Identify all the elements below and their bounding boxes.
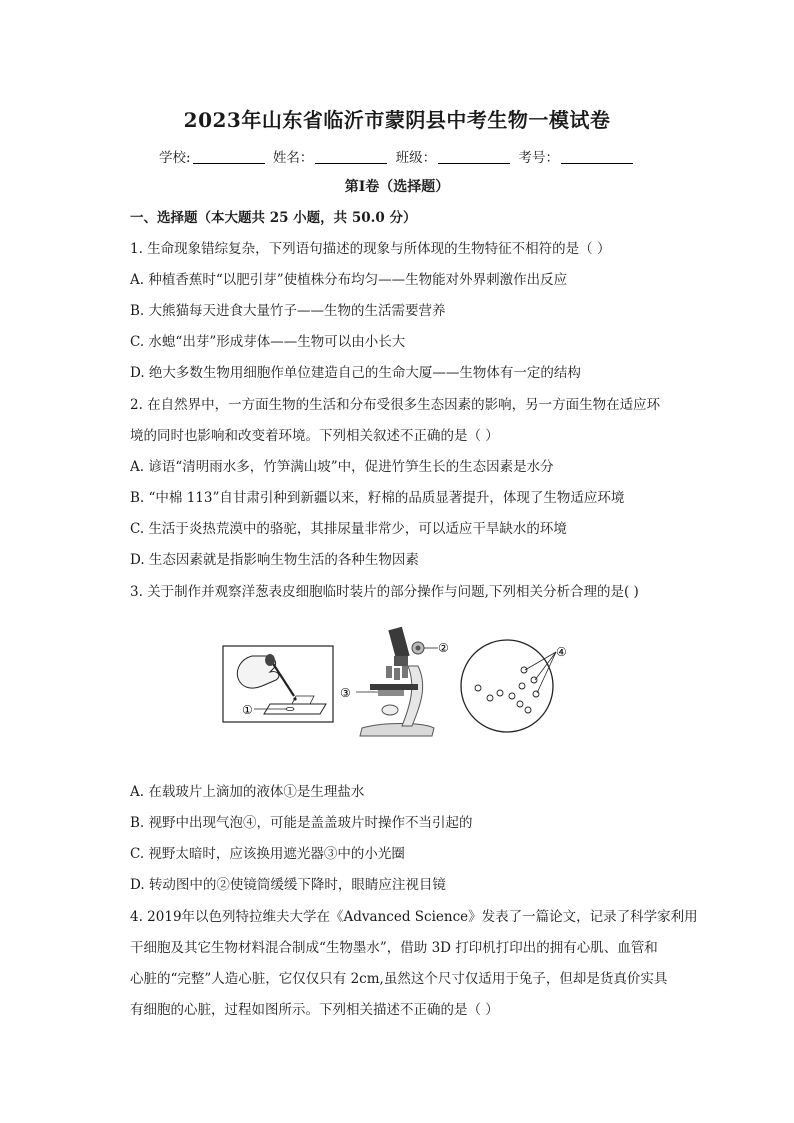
label-1: ①	[242, 703, 253, 717]
q4-stem-line-4: 有细胞的心脏，过程如图所示。下列相关描述不正确的是（ ）	[130, 1002, 499, 1018]
microscope-figure-svg	[222, 626, 592, 744]
name-blank[interactable]	[315, 149, 387, 164]
label-3: ③	[340, 686, 351, 700]
class-blank[interactable]	[438, 149, 510, 164]
field-of-view	[461, 640, 556, 732]
section-title: 第I卷（选择题）	[344, 179, 450, 195]
label-2: ②	[438, 641, 449, 655]
q3-figure	[222, 626, 592, 744]
q2-option-a[interactable]: A. 谚语“清明雨水多，竹笋满山坡”中，促进竹笋生长的生态因素是水分	[130, 459, 554, 475]
school-field[interactable]	[159, 146, 267, 166]
q2-stem-line-2: 境的同时也影响和改变着环境。下列相关叙述不正确的是（ ）	[130, 428, 499, 444]
class-field[interactable]	[396, 146, 513, 166]
microscope-icon	[356, 627, 438, 736]
q3-option-b[interactable]: B. 视野中出现气泡④，可能是盖盖玻片时操作不当引起的	[130, 815, 473, 831]
exam-number-blank[interactable]	[561, 149, 633, 164]
dropper-panel	[223, 646, 333, 722]
exam-title: 2023年山东省临沂市蒙阴县中考生物一模试卷	[183, 108, 611, 132]
q2-option-b[interactable]: B. “中棉 113”自甘肃引种到新疆以来，籽棉的品质显著提升，体现了生物适应环境	[130, 490, 625, 506]
q3-option-c[interactable]: C. 视野太暗时，应该换用遮光器③中的小光圈	[130, 846, 405, 862]
exam-number-label: 考号：	[518, 150, 559, 166]
q3-option-a[interactable]: A. 在载玻片上滴加的液体①是生理盐水	[130, 784, 365, 800]
q1-option-b[interactable]: B. 大熊猫每天进食大量竹子——生物的生活需要营养	[130, 303, 446, 319]
q1-stem: 1. 生命现象错综复杂，下列语句描述的现象与所体现的生物特征不相符的是（ ）	[130, 241, 611, 257]
q1-option-d[interactable]: D. 绝大多数生物用细胞作单位建造自己的生命大厦——生物体有一定的结构	[130, 365, 581, 381]
q2-option-d[interactable]: D. 生态因素就是指影响生物生活的各种生物因素	[130, 552, 419, 568]
name-label: 姓名：	[272, 150, 314, 166]
q1-option-c[interactable]: C. 水螅“出芽”形成芽体——生物可以由小长大	[130, 334, 406, 350]
q3-stem: 3. 关于制作并观察洋葱表皮细胞临时装片的部分操作与问题,下列相关分析合理的是( )	[130, 584, 639, 600]
q4-stem-line-3: 心脏的“完整”人造心脏，它仅仅只有 2cm,虽然这个尺寸仅适用于兔子，但却是货真价实具	[130, 971, 668, 987]
label-4: ④	[556, 645, 567, 659]
q4-stem-line-2: 干细胞及其它生物材料混合制成“生物墨水”，借助 3D 打印机打印出的拥有心肌、血管和	[130, 940, 658, 956]
part-heading: 一、选择题（本大题共 25 小题，共 50.0 分）	[130, 210, 417, 226]
q3-option-d[interactable]: D. 转动图中的②使镜筒缓缓下降时，眼睛应注视目镜	[130, 877, 446, 893]
school-blank[interactable]	[193, 149, 265, 164]
q4-stem-line-1: 4. 2019年以色列特拉维夫大学在《Advanced Science》发表了一篇论文，记录了科学家利用	[130, 909, 698, 925]
student-info-row	[0, 146, 794, 166]
q2-stem-line-1: 2. 在自然界中，一方面生物的生活和分布受很多生态因素的影响，另一方面生物在适应环	[130, 397, 661, 413]
q1-option-a[interactable]: A. 种植香蕉时“以肥引芽”使植株分布均匀——生物能对外界刺激作出反应	[130, 272, 568, 288]
school-label: 学校:	[159, 150, 191, 166]
class-label: 班级：	[395, 150, 437, 166]
q2-option-c[interactable]: C. 生活于炎热荒漠中的骆驼，其排尿量非常少，可以适应干旱缺水的环境	[130, 521, 567, 537]
name-field[interactable]	[273, 146, 390, 166]
exam-number-field[interactable]	[518, 146, 635, 166]
